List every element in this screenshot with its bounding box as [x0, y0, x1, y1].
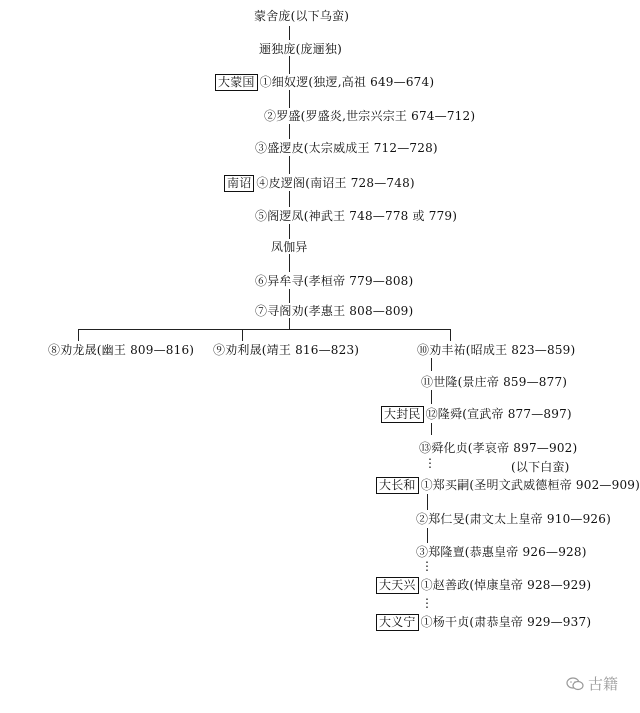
- node-c1: [376, 477, 640, 494]
- node-r7: [255, 303, 413, 319]
- watermark-text: 古籍: [588, 675, 619, 693]
- kingdom-box-dafengmin: 大封民: [381, 406, 424, 423]
- connector: [289, 289, 290, 303]
- ruler-label: ⑪世隆(景庄帝 859—877): [421, 375, 568, 389]
- ruler-label: ⑤阁逻凤(神武王 748—778 或 779): [255, 209, 458, 223]
- connector: [289, 56, 290, 74]
- node-fengjiayi: [271, 239, 308, 255]
- note-baiman: [511, 459, 570, 475]
- ruler-label: ①杨干贞(肃恭皇帝 929—937): [420, 615, 592, 629]
- node-r8: [48, 342, 194, 358]
- connector: [431, 423, 432, 435]
- ruler-label: ②罗盛(罗盛炎,世宗兴宗王 674—712): [264, 109, 476, 123]
- connector: [289, 318, 290, 329]
- ruler-label: ⑥异牟寻(孝桓帝 779—808): [255, 274, 414, 288]
- node-label: 逦独庞(庞逦独): [259, 42, 342, 56]
- node-r3: [255, 140, 438, 156]
- watermark: [566, 673, 618, 694]
- node-menshe: [254, 8, 349, 24]
- kingdom-box-datianxing: 大天兴: [376, 577, 419, 594]
- node-r13: [419, 440, 577, 456]
- ruler-label: ④皮逻阁(南诏王 728—748): [256, 176, 415, 190]
- connector: [289, 26, 290, 40]
- kingdom-box-dachanghe: 大长和: [376, 477, 419, 494]
- succession-dots: ⋮: [421, 559, 432, 573]
- connector: [431, 390, 432, 404]
- kingdom-box-dameng: 大蒙国: [215, 74, 258, 91]
- node-r6: [255, 273, 413, 289]
- ruler-label: ①细奴逻(独逻,高祖 649—674): [259, 75, 435, 89]
- node-c2: [416, 511, 611, 527]
- kingdom-box-dayining: 大义宁: [376, 614, 419, 631]
- ruler-label: ⑧劝龙晟(幽王 809—816): [48, 343, 195, 357]
- connector: [242, 329, 243, 341]
- ruler-label: ⑦寻阁劝(孝惠王 808—809): [255, 304, 414, 318]
- connector: [450, 329, 451, 341]
- connector: [431, 358, 432, 371]
- ruler-label: ②郑仁旻(肃文太上皇帝 910—926): [416, 512, 611, 526]
- connector: [427, 494, 428, 510]
- node-nuoduo: [259, 41, 342, 57]
- node-r11: [421, 374, 567, 390]
- connector: [289, 90, 290, 108]
- node-r12: [381, 406, 572, 423]
- node-r1: [215, 74, 434, 91]
- ruler-label: ①郑买嗣(圣明文武威德桓帝 902—909): [420, 478, 640, 492]
- node-label: 蒙舍庞(以下乌蛮): [254, 9, 350, 23]
- connector: [289, 156, 290, 174]
- node-r10: [417, 342, 575, 358]
- ruler-label: ③郑隆亶(恭惠皇帝 926—928): [416, 545, 587, 559]
- branch-line: [78, 329, 450, 330]
- node-c3: [416, 544, 587, 560]
- connector: [289, 224, 290, 239]
- node-t1: [376, 577, 591, 594]
- connector: [289, 124, 290, 139]
- node-r2: [264, 108, 475, 124]
- node-r4: [224, 175, 415, 192]
- ruler-label: ①赵善政(悼康皇帝 928—929): [420, 578, 592, 592]
- wechat-icon: [566, 677, 584, 691]
- succession-dots: ⋮: [424, 456, 435, 470]
- ruler-label: ⑬舜化贞(孝哀帝 897—902): [419, 441, 578, 455]
- ruler-label: ⑨劝利晟(靖王 816—823): [213, 343, 360, 357]
- connector: [289, 254, 290, 272]
- connector: [427, 528, 428, 543]
- connector: [289, 191, 290, 207]
- node-y1: [376, 614, 591, 631]
- node-r5: [255, 208, 457, 224]
- node-label: 凤伽异: [271, 240, 308, 254]
- ruler-label: ⑩劝丰祐(昭成王 823—859): [417, 343, 576, 357]
- kingdom-box-nanzhao: 南诏: [224, 175, 254, 192]
- node-r9: [213, 342, 359, 358]
- note-label: (以下白蛮): [511, 460, 570, 474]
- ruler-label: ⑫隆舜(宣武帝 877—897): [425, 407, 572, 421]
- ruler-label: ③盛逻皮(太宗威成王 712—728): [255, 141, 438, 155]
- connector: [78, 329, 79, 341]
- succession-dots: ⋮: [421, 596, 432, 610]
